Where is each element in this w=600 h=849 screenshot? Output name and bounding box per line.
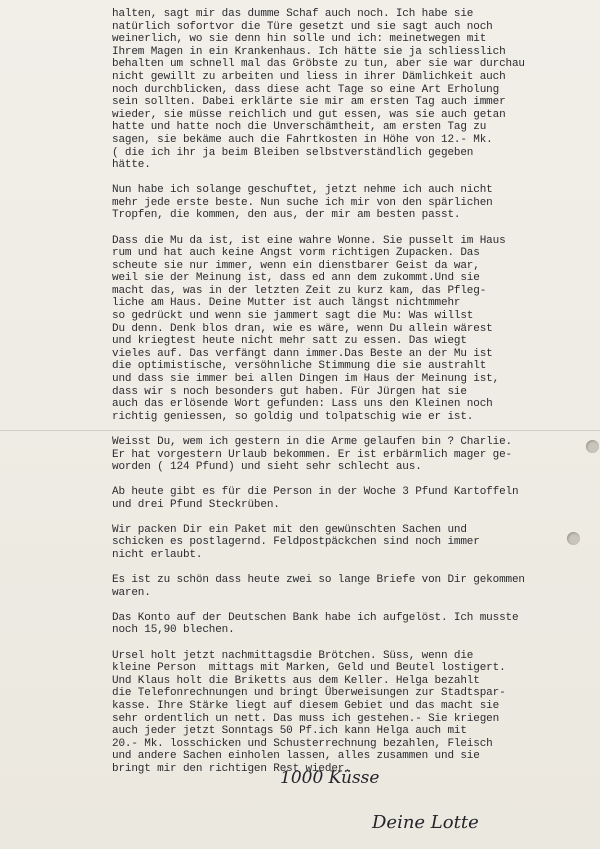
text-line: behalten um schnell mal das Gröbste zu tun, aber sie war durchau	[112, 58, 525, 71]
text-line: noch durchblicken, dass diese acht Tage so eine Art Erholung	[112, 83, 500, 96]
paragraph	[112, 486, 598, 511]
text-line: sagen, sie bekäme auch die Fahrtkosten in Höhe von 12.- Mk.	[112, 133, 493, 146]
text-line: Wir packen Dir ein Paket mit den gewünschten Sachen und	[112, 523, 467, 536]
text-line: so gedrückt und wenn sie jammert sagt die Mu: Was willst	[112, 310, 474, 323]
text-line: Es ist zu schön dass heute zwei so lange Briefe von Dir gekommen	[112, 574, 525, 587]
text-line: Ihrem Magen in ein Krankenhaus. Ich hätte sie ja schliesslich	[112, 45, 506, 58]
text-line: sehr ordentlich un nett. Das muss ich gestehen.- Sie kriegen	[112, 712, 500, 725]
text-line: mehr jede erste beste. Nun suche ich mir von den spärlichen	[112, 196, 493, 209]
text-line: 20.- Mk. losschicken und Schusterrechnung bezahlen, Fleisch	[112, 737, 493, 750]
text-line: scheute sie nur immer, wenn ein dienstbarer Geist da war,	[112, 259, 480, 272]
text-line: Dass die Mu da ist, ist eine wahre Wonne. Sie pusselt im Haus	[112, 234, 506, 247]
text-line: kasse. Ihre Stärke liegt auf diesem Gebiet und das macht sie	[112, 699, 500, 712]
text-line: Das Konto auf der Deutschen Bank habe ich aufgelöst. Ich musste	[112, 611, 519, 624]
text-line: rum und hat auch keine Angst vorm richtigen Zupacken. Das	[112, 247, 480, 260]
text-line: liche am Haus. Deine Mutter ist auch längst nichtmmehr	[112, 297, 461, 310]
letter-body	[112, 8, 598, 788]
text-line: auch das erlösende Wort gefunden: Lass uns den Kleinen noch	[112, 398, 493, 411]
text-line: wieder, sie müsse reichlich und gut essen, was sie auch getan	[112, 108, 506, 121]
paragraph	[112, 184, 598, 222]
text-line: sein sollten. Dabei erklärte sie mir am ersten Tag auch immer	[112, 96, 506, 109]
text-line: ( die ich ihr ja beim Bleiben selbstverständlich gegeben	[112, 146, 474, 159]
text-line: Nun habe ich solange geschuftet, jetzt nehme ich auch nicht	[112, 184, 493, 197]
text-line: vieles auf. Das verfängt dann immer.Das Beste an der Mu ist	[112, 347, 493, 360]
text-line: macht das, was in der letzten Zeit zu kurz kam, das Pfleg-	[112, 284, 487, 297]
text-line: auch jeder jetzt Sonntags 50 Pf.ich kann Helga auch mit	[112, 725, 467, 738]
paragraph	[112, 235, 598, 424]
text-line: schicken es postlagernd. Feldpostpäckchen sind noch immer	[112, 536, 480, 549]
text-line: Tropfen, die kommen, den aus, der mir am besten passt.	[112, 209, 461, 222]
paragraph	[112, 436, 598, 474]
text-line: Und Klaus holt die Briketts aus dem Keller. Helga bezahlt	[112, 674, 480, 687]
text-line: weinerlich, wo sie denn hin solle und ich: meinetwegen mit	[112, 33, 487, 46]
text-line: waren.	[112, 586, 151, 599]
text-line: halten, sagt mir das dumme Schaf auch noch. Ich habe sie	[112, 8, 474, 20]
text-line: Ursel holt jetzt nachmittagsdie Brötchen. Süss, wenn die	[112, 649, 474, 662]
paragraph	[112, 650, 598, 776]
text-line: Ab heute gibt es für die Person in der Woche 3 Pfund Kartoffeln	[112, 486, 519, 499]
text-line: nicht erlaubt.	[112, 549, 203, 562]
text-line: Weisst Du, wem ich gestern in die Arme gelaufen bin ? Charlie.	[112, 435, 512, 448]
text-line: hätte.	[112, 159, 151, 172]
paragraph	[112, 8, 598, 172]
text-line: kleine Person mittags mit Marken, Geld und Beutel lostigert.	[112, 662, 506, 675]
text-line: hatte und hatte noch die Unverschämtheit, am ersten Tag zu	[112, 121, 487, 134]
signature-name: Deine Lotte	[372, 812, 479, 833]
text-line: und kriegtest heute nicht mehr satt zu essen. Das wiegt	[112, 335, 467, 348]
text-line: Er hat vorgestern Urlaub bekommen. Er ist erbärmlich mager ge-	[112, 448, 512, 461]
text-line: die Telefonrechnungen und bringt Überweisungen zur Stadtspar-	[112, 687, 506, 700]
text-line: worden ( 124 Pfund) und sieht sehr schlecht aus.	[112, 461, 422, 474]
text-line: und dass sie immer bei allen Dingen im Haus der Meinung ist,	[112, 373, 500, 386]
text-line: die optimistische, versöhnliche Stimmung die sie austrahlt	[112, 360, 487, 373]
paragraph	[112, 524, 598, 562]
text-line: nicht gewillt zu arbeiten und liess in ihrer Dämlichkeit auch	[112, 70, 506, 83]
paragraph	[112, 612, 598, 637]
text-line: und drei Pfund Steckrüben.	[112, 498, 280, 511]
text-line: weil sie der Meinung ist, dass ed ann dem zukommt.Und sie	[112, 272, 480, 285]
text-line: noch 15,90 blechen.	[112, 624, 235, 637]
text-line: und andere Sachen einholen lassen, alles zusammen und sie	[112, 750, 480, 763]
signature-closing: 1000 Küsse	[280, 768, 380, 788]
text-line: richtig geniessen, so goldig und tolpatschig wie er ist.	[112, 410, 474, 423]
text-line: bringt mir den richtigen Rest wieder.	[112, 762, 351, 775]
paragraph	[112, 574, 598, 599]
text-line: natürlich sofortvor die Türe gesetzt und sie sagt auch noch	[112, 20, 493, 33]
text-line: Du denn. Denk blos dran, wie es wäre, wenn Du allein wärest	[112, 322, 493, 335]
text-line: dass wir s noch besonders gut haben. Für Jürgen hat sie	[112, 385, 467, 398]
